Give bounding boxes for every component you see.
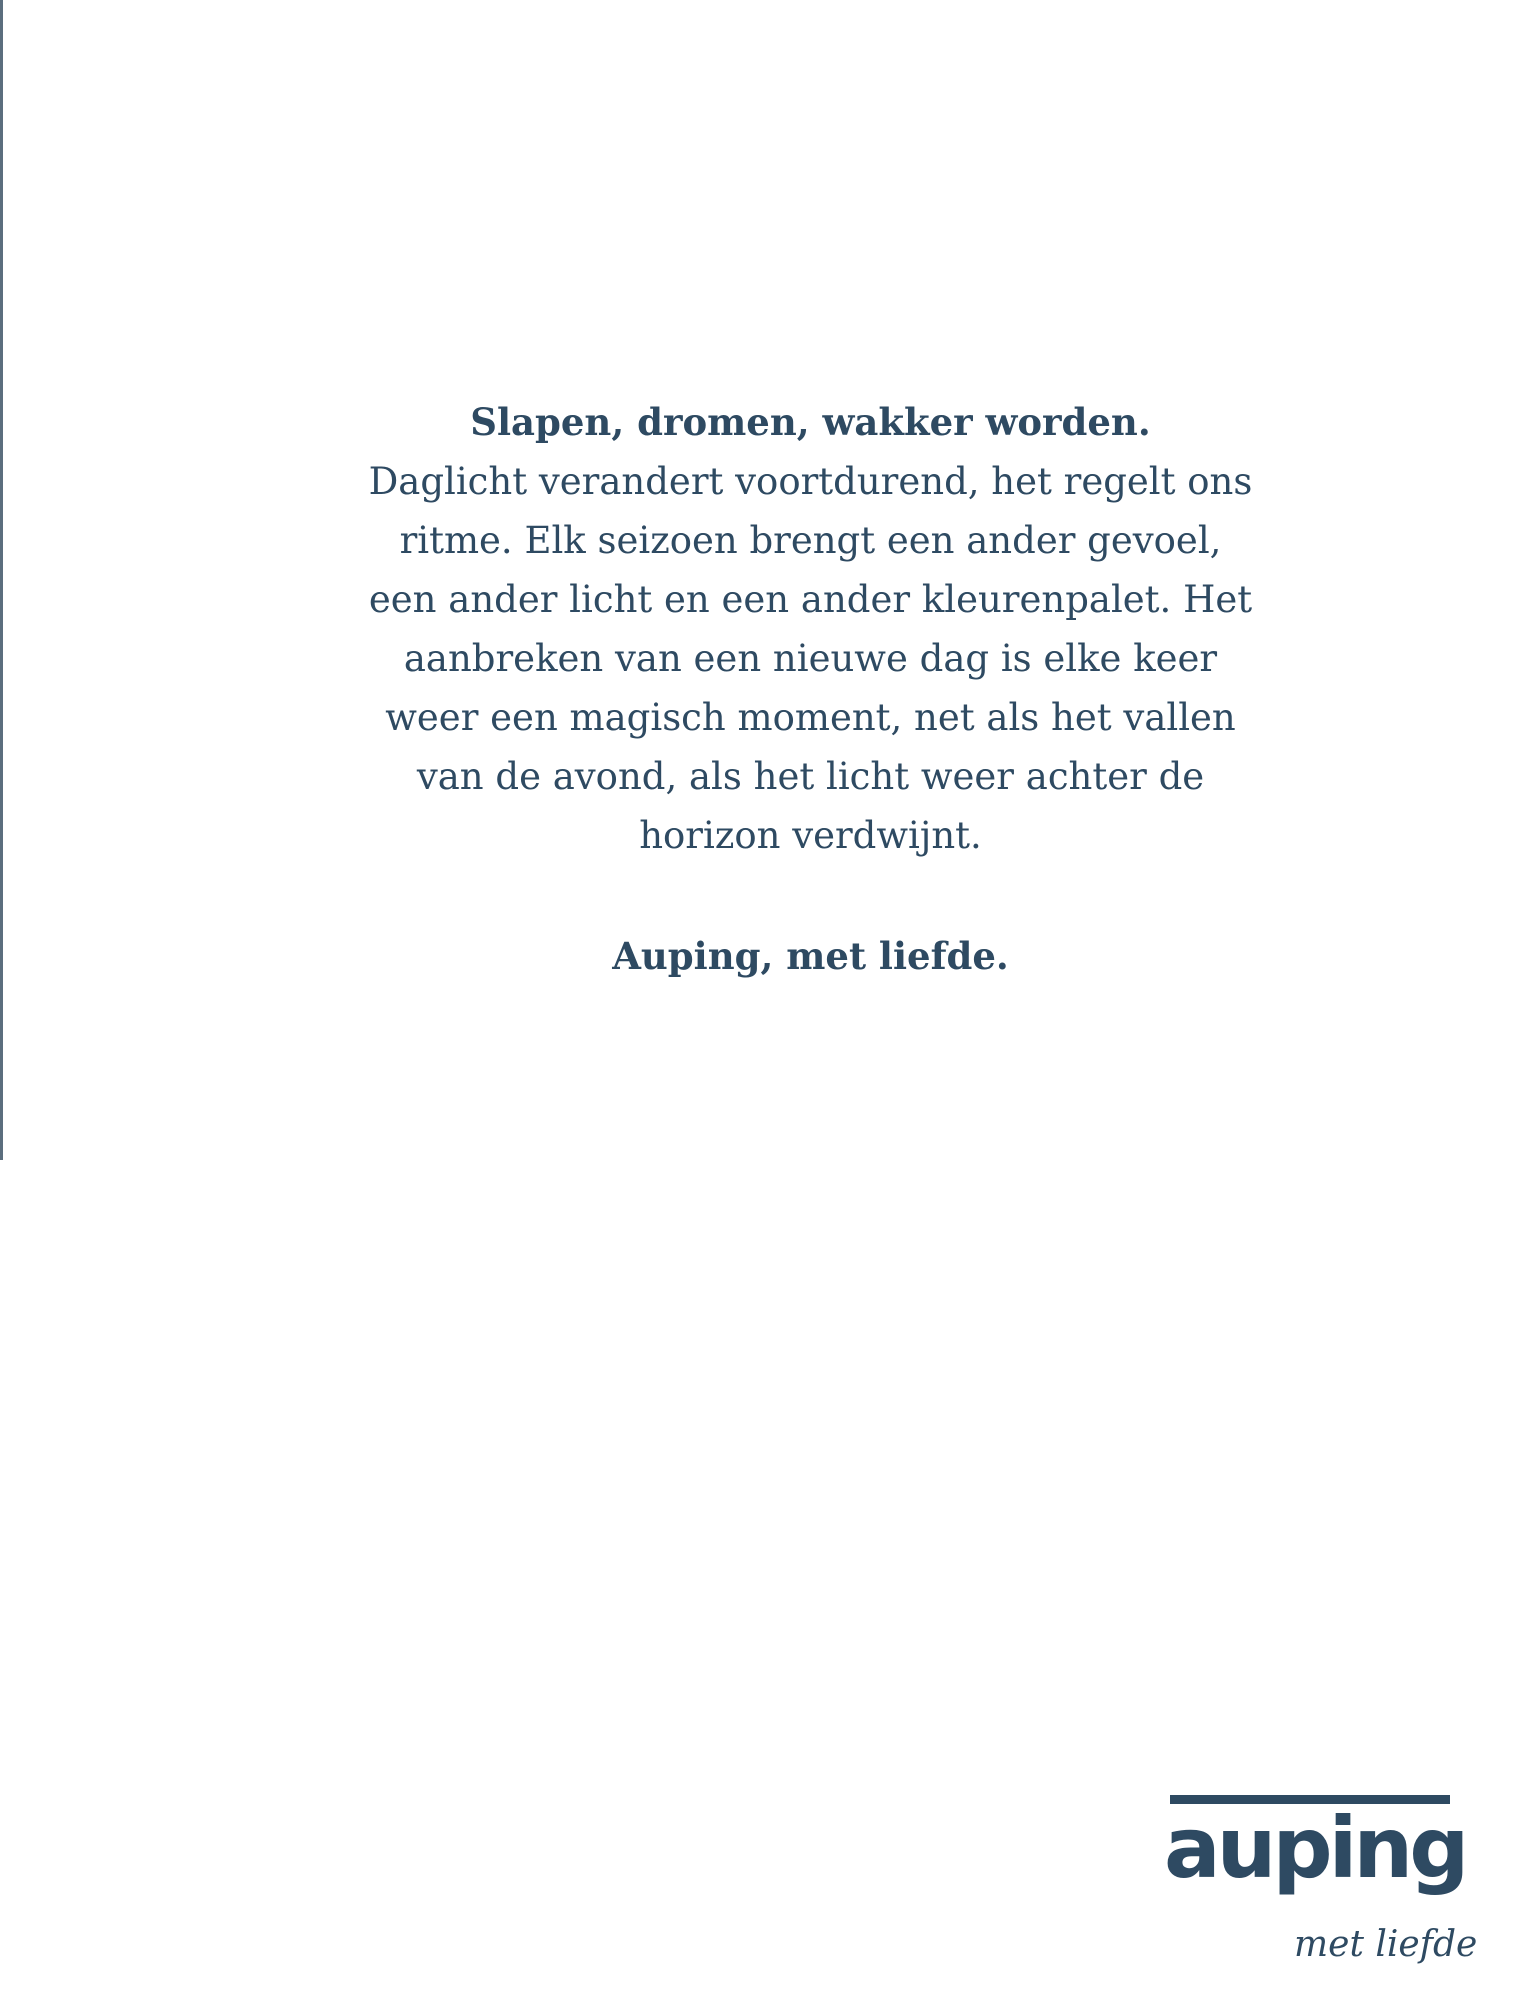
intro-heading: Slapen, dromen, wakker worden.	[470, 400, 1151, 444]
intro-line: ritme. Elk seizoen brengt een ander gevoel,	[399, 519, 1222, 562]
left-edge-rule	[0, 0, 3, 1160]
closing-line: Auping, met liefde.	[612, 934, 1009, 978]
intro-line: Daglicht verandert voortdurend, het regelt ons	[368, 460, 1253, 503]
intro-line: aanbreken van een nieuwe dag is elke keer	[403, 637, 1218, 680]
intro-line: weer een magisch moment, net als het vallen	[385, 696, 1236, 739]
intro-text-block	[300, 393, 1321, 986]
logo-wordmark: auping	[1164, 1799, 1466, 1897]
intro-line: van de avond, als het licht weer achter de	[416, 755, 1205, 798]
auping-logo	[1160, 1790, 1480, 1980]
intro-line: horizon verdwijnt.	[639, 814, 982, 857]
logo-tagline: met liefde	[1294, 1924, 1478, 1965]
intro-line: een ander licht en een ander kleurenpalet. Het	[368, 578, 1253, 621]
